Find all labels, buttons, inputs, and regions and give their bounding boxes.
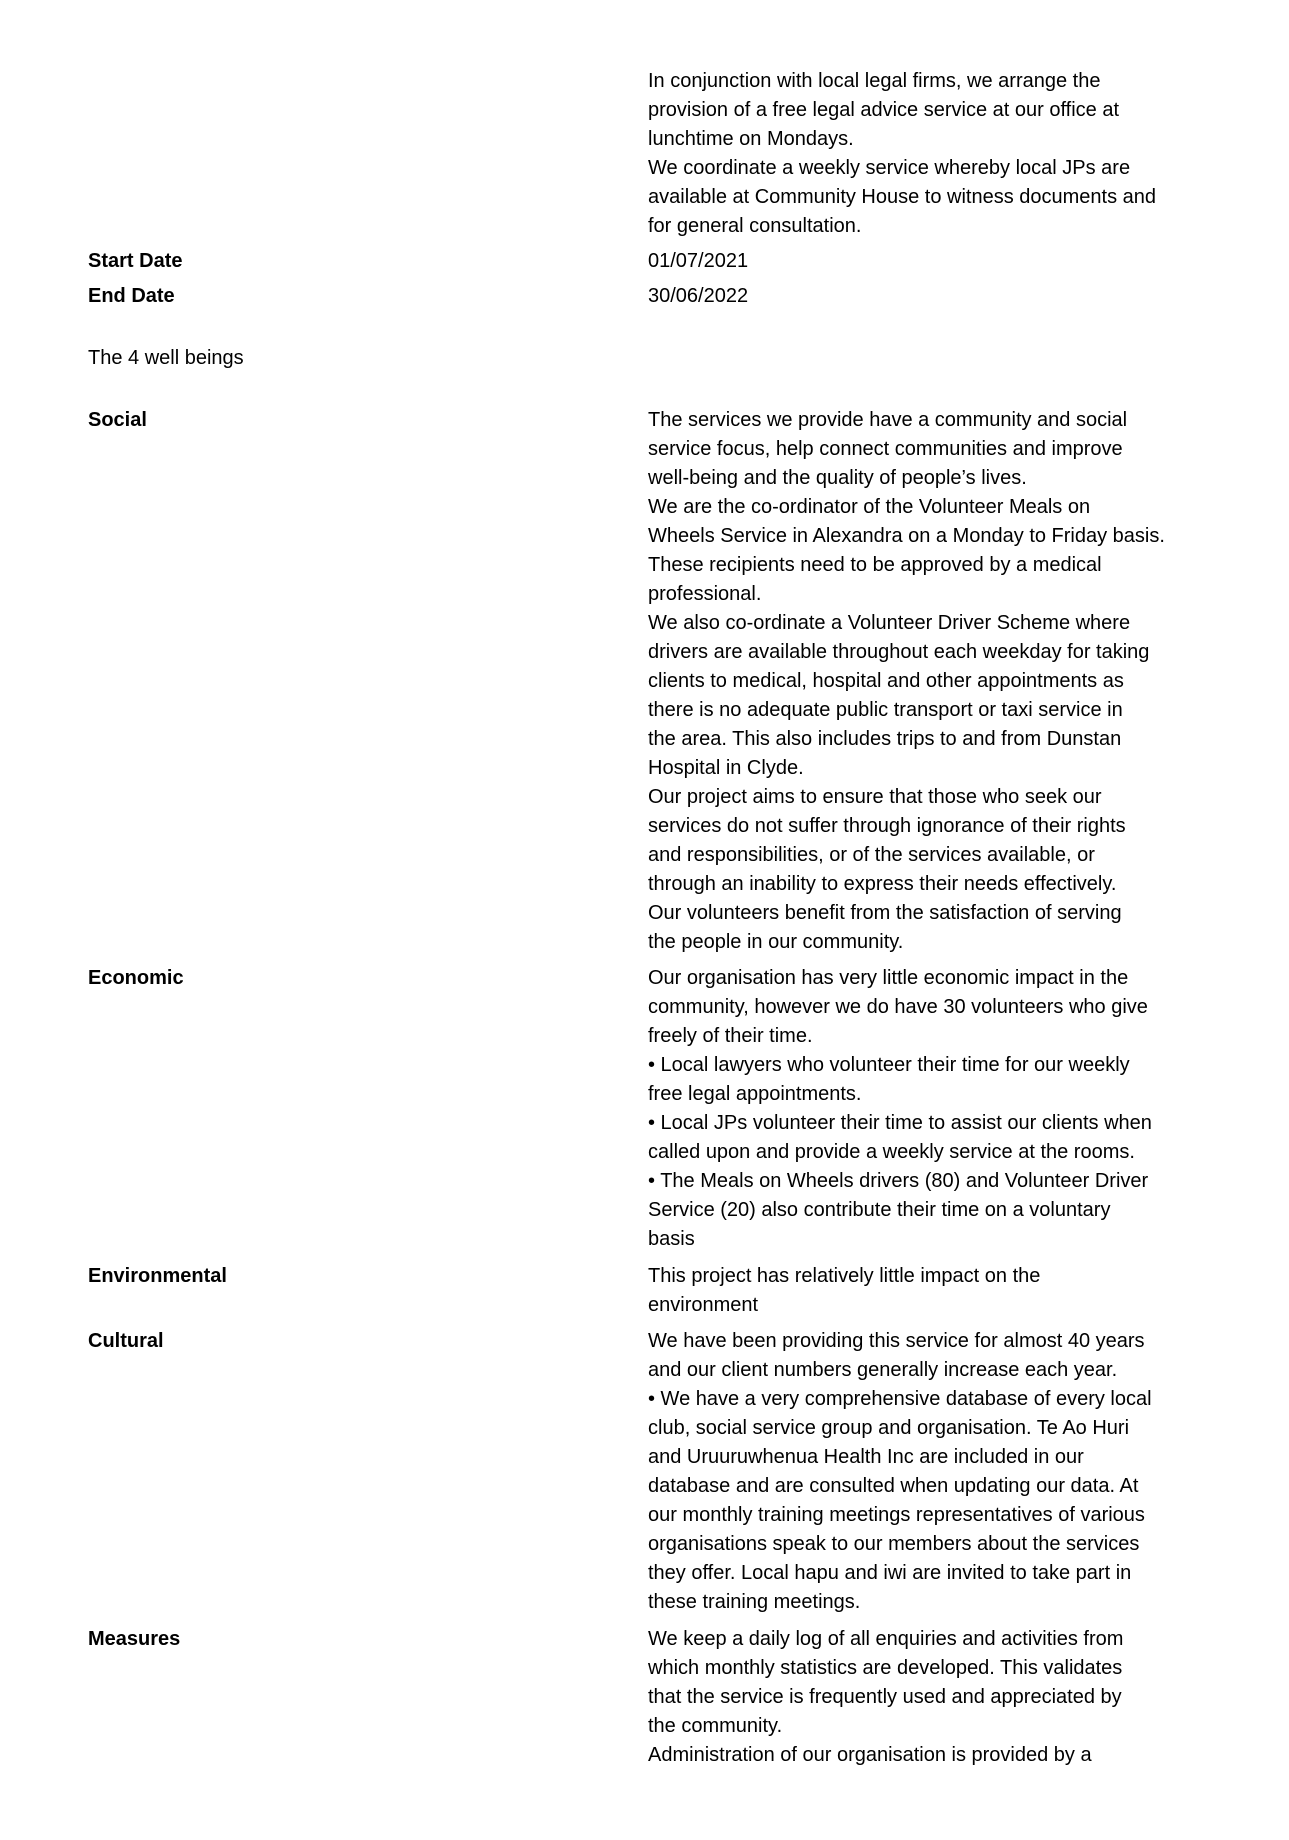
- text-line: club, social service group and organisation. Te Ao Huri: [648, 1417, 1130, 1439]
- text-line: which monthly statistics are developed. This validates: [648, 1657, 1123, 1679]
- text-line: services do not suffer through ignorance of their rights: [648, 815, 1126, 837]
- social-text: [648, 406, 1208, 957]
- text-line: that the service is frequently used and appreciated by: [648, 1686, 1122, 1708]
- text-line: Our project aims to ensure that those who seek our: [648, 786, 1102, 808]
- start-date-value: 01/07/2021: [648, 250, 749, 272]
- text-line: The services we provide have a community and social: [648, 409, 1128, 431]
- text-line: available at Community House to witness documents and: [648, 186, 1157, 208]
- text-line: In conjunction with local legal firms, we arrange the: [648, 70, 1101, 92]
- text-line: We have been providing this service for almost 40 years: [648, 1330, 1145, 1352]
- text-line: they offer. Local hapu and iwi are invited to take part in: [648, 1562, 1132, 1584]
- text-line: service focus, help connect communities and improve: [648, 438, 1123, 460]
- text-line: basis: [648, 1228, 695, 1250]
- text-line: environment: [648, 1294, 759, 1316]
- text-line: and our client numbers generally increase each year.: [648, 1359, 1118, 1381]
- text-line: professional.: [648, 583, 762, 605]
- start-date-label: Start Date: [88, 250, 183, 272]
- text-line: We are the co-ordinator of the Volunteer Meals on: [648, 496, 1091, 518]
- text-line: These recipients need to be approved by a medical: [648, 554, 1102, 576]
- text-line: We also co-ordinate a Volunteer Driver Scheme where: [648, 612, 1131, 634]
- text-line: well-being and the quality of people’s lives.: [648, 467, 1027, 489]
- intro-paragraph: [648, 67, 1208, 241]
- measures-text: [648, 1625, 1208, 1770]
- text-line: Administration of our organisation is provided by a: [648, 1744, 1092, 1766]
- text-line: • The Meals on Wheels drivers (80) and Volunteer Driver: [648, 1170, 1149, 1192]
- text-line: the area. This also includes trips to and from Dunstan: [648, 728, 1122, 750]
- text-line: the community.: [648, 1715, 783, 1737]
- environmental-label: Environmental: [88, 1265, 227, 1287]
- measures-label: Measures: [88, 1628, 181, 1650]
- cultural-label: Cultural: [88, 1330, 164, 1352]
- text-line: We keep a daily log of all enquiries and activities from: [648, 1628, 1124, 1650]
- text-line: Our organisation has very little economic impact in the: [648, 967, 1129, 989]
- text-line: called upon and provide a weekly service at the rooms.: [648, 1141, 1135, 1163]
- text-line: Wheels Service in Alexandra on a Monday to Friday basis.: [648, 525, 1165, 547]
- text-line: organisations speak to our members about the services: [648, 1533, 1140, 1555]
- text-line: • Local JPs volunteer their time to assist our clients when: [648, 1112, 1152, 1134]
- text-line: and Uruuruwhenua Health Inc are included in our: [648, 1446, 1084, 1468]
- wellbeings-heading: The 4 well beings: [88, 347, 244, 369]
- text-line: • We have a very comprehensive database of every local: [648, 1388, 1152, 1410]
- end-date-label: End Date: [88, 285, 175, 307]
- text-line: clients to medical, hospital and other appointments as: [648, 670, 1124, 692]
- text-line: Our volunteers benefit from the satisfaction of serving: [648, 902, 1122, 924]
- economic-text: [648, 964, 1208, 1254]
- text-line: freely of their time.: [648, 1025, 813, 1047]
- text-line: • Local lawyers who volunteer their time for our weekly: [648, 1054, 1130, 1076]
- text-line: Service (20) also contribute their time on a voluntary: [648, 1199, 1111, 1221]
- text-line: these training meetings.: [648, 1591, 861, 1613]
- text-line: This project has relatively little impact on the: [648, 1265, 1041, 1287]
- end-date-value: 30/06/2022: [648, 285, 749, 307]
- text-line: lunchtime on Mondays.: [648, 128, 854, 150]
- text-line: there is no adequate public transport or taxi service in: [648, 699, 1123, 721]
- text-line: provision of a free legal advice service at our office at: [648, 99, 1119, 121]
- text-line: community, however we do have 30 volunteers who give: [648, 996, 1148, 1018]
- text-line: the people in our community.: [648, 931, 904, 953]
- text-line: through an inability to express their needs effectively.: [648, 873, 1117, 895]
- cultural-text: [648, 1327, 1208, 1617]
- economic-label: Economic: [88, 967, 184, 989]
- text-line: drivers are available throughout each weekday for taking: [648, 641, 1150, 663]
- social-label: Social: [88, 409, 147, 431]
- text-line: We coordinate a weekly service whereby local JPs are: [648, 157, 1131, 179]
- text-line: database and are consulted when updating our data. At: [648, 1475, 1139, 1497]
- environmental-text: [648, 1262, 1208, 1320]
- text-line: Hospital in Clyde.: [648, 757, 804, 779]
- text-line: free legal appointments.: [648, 1083, 862, 1105]
- text-line: for general consultation.: [648, 215, 862, 237]
- text-line: and responsibilities, or of the services available, or: [648, 844, 1095, 866]
- text-line: our monthly training meetings representatives of various: [648, 1504, 1145, 1526]
